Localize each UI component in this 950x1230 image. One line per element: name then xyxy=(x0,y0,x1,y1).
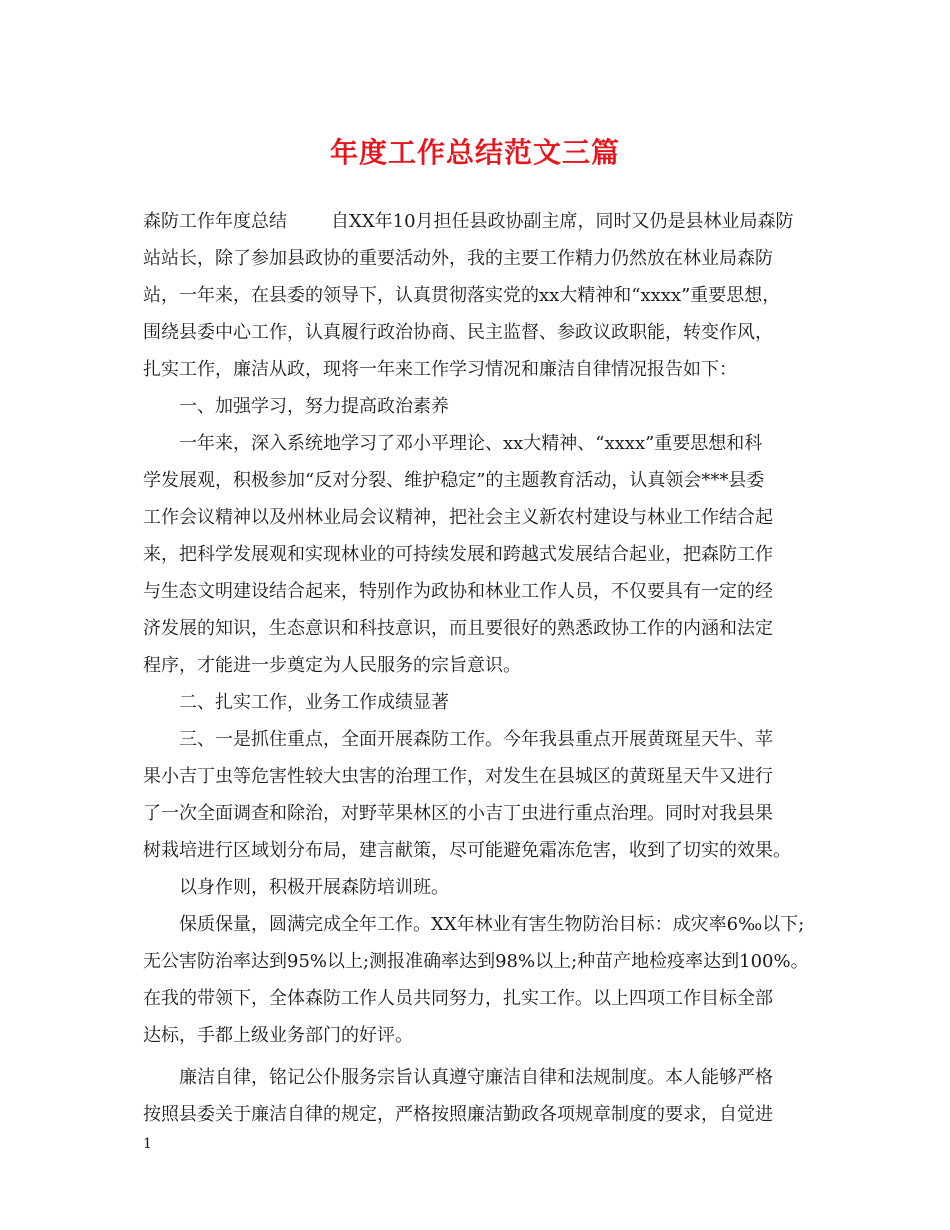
paragraph-line: 与生态文明建设结合起来，特别作为政协和林业工作人员，不仅要具有一定的经 xyxy=(143,581,773,602)
paragraph-line: 在我的带领下，全体森防工作人员共同努力，扎实工作。以上四项工作目标全部 xyxy=(143,988,773,1009)
page-number: 1 xyxy=(143,1136,152,1152)
paragraph-line: 站，一年来，在县委的领导下，认真贯彻落实党的xx大精神和“xxxx”重要思想， xyxy=(143,285,781,306)
paragraph-text: 自XX年10月担任县政协副主席，同时又仍是县林业局森防 xyxy=(331,211,794,232)
paragraph-line xyxy=(143,203,823,240)
paragraph-line: 扎实工作，廉洁从政，现将一年来工作学习情况和廉洁自律情况报告如下： xyxy=(143,359,737,380)
document-body xyxy=(143,203,823,1133)
paragraph-line: 三、一是抓住重点，全面开展森防工作。今年我县重点开展黄斑星天牛、苹 xyxy=(179,729,773,750)
paragraph-line: 一年来，深入系统地学习了邓小平理论、xx大精神、“xxxx”重要思想和科 xyxy=(179,433,763,454)
section-heading-inline: 森防工作年度总结 xyxy=(143,211,287,232)
paragraph-line: 学发展观，积极参加“反对分裂、维护稳定”的主题教育活动，认真领会***县委 xyxy=(143,470,765,491)
paragraph-line: 了一次全面调查和除治，对野苹果林区的小吉丁虫进行重点治理。同时对我县果 xyxy=(143,803,773,824)
paragraph-line: 济发展的知识，生态意识和科技意识，而且要很好的熟悉政协工作的内涵和法定 xyxy=(143,618,773,639)
paragraph-line: 以身作则，积极开展森防培训班。 xyxy=(179,877,449,898)
paragraph-line: 达标，手都上级业务部门的好评。 xyxy=(143,1025,413,1046)
section-heading: 一、加强学习，努力提高政治素养 xyxy=(179,396,449,417)
paragraph-line: 廉洁自律，铭记公仆服务宗旨认真遵守廉洁自律和法规制度。本人能够严格 xyxy=(179,1067,773,1088)
paragraph-line: 工作会议精神以及州林业局会议精神，把社会主义新农村建设与林业工作结合起 xyxy=(143,507,773,528)
paragraph-line: 保质保量，圆满完成全年工作。XX年林业有害生物防治目标：成灾率6‰以下; xyxy=(179,914,805,935)
paragraph-line: 树栽培进行区域划分布局，建言献策，尽可能避免霜冻危害，收到了切实的效果。 xyxy=(143,840,791,861)
paragraph-line: 果小吉丁虫等危害性较大虫害的治理工作，对发生在县城区的黄斑星天牛又进行 xyxy=(143,766,773,787)
paragraph-line: 无公害防治率达到95%以上;测报准确率达到98%以上;种苗产地检疫率达到100%。 xyxy=(143,951,809,972)
paragraph-line: 按照县委关于廉洁自律的规定，严格按照廉洁勤政各项规章制度的要求，自觉进 xyxy=(143,1104,773,1125)
paragraph-line: 围绕县委中心工作，认真履行政治协商、民主监督、参政议政职能，转变作风， xyxy=(143,322,773,343)
paragraph-line: 程序，才能进一步奠定为人民服务的宗旨意识。 xyxy=(143,655,521,676)
document-title: 年度工作总结范文三篇 xyxy=(329,136,620,169)
paragraph-line: 站站长，除了参加县政协的重要活动外，我的主要工作精力仍然放在林业局森防 xyxy=(143,248,773,269)
section-heading: 二、扎实工作，业务工作成绩显著 xyxy=(179,692,449,713)
paragraph-line: 来，把科学发展观和实现林业的可持续发展和跨越式发展结合起业，把森防工作 xyxy=(143,544,773,565)
